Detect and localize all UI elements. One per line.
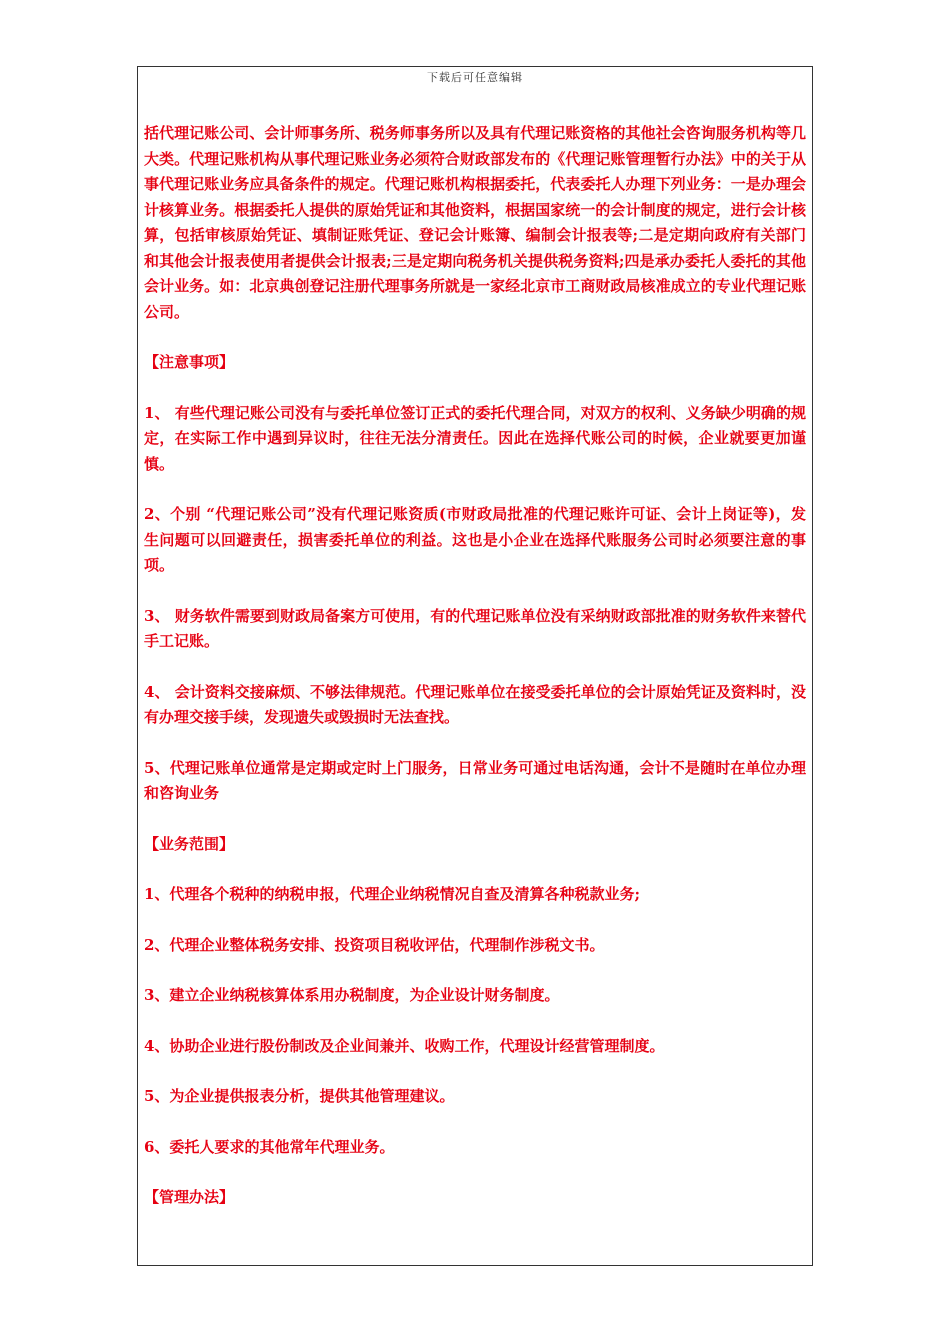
scope-item-5: 5、为企业提供报表分析，提供其他管理建议。 (144, 1087, 455, 1105)
scope-item-4: 4、协助企业进行股份制改及企业间兼并、收购工作，代理设计经营管理制度。 (144, 1036, 665, 1055)
notes-item-5: 5、代理记账单位通常是定期或定时上门服务，日常业务可通过电话沟通，会计不是随时在单位办理和咨询业务 (144, 758, 806, 802)
scope-item-2: 2、代理企业整体税务安排、投资项目税收评估，代理制作涉税文书。 (144, 935, 605, 954)
notes-title: 【注意事项】 (144, 353, 235, 371)
management-title: 【管理办法】 (144, 1188, 235, 1206)
notes-item-4: 4、 会计资料交接麻烦、不够法律规范。代理记账单位在接受委托单位的会计原始凭证及资料时，没有办理交接手续，发现遗失或毁损时无法查找。 (144, 682, 806, 726)
scope-item-1: 1、代理各个税种的纳税申报，代理企业纳税情况自查及清算各种税款业务; (144, 885, 640, 903)
notes-item-1: 1、 有些代理记账公司没有与委托单位签订正式的委托代理合同，对双方的权利、义务缺少明确的规定，在实际工作中遇到异议时，往往无法分清责任。因此在选择代账公司的时候，企业就要更加谨慎。 (144, 403, 806, 473)
notes-item-2: 2、个别 “代理记账公司”没有代理记账资质(市财政局批准的代理记账许可证、会计上岗证等)，发生问题可以回避责任，损害委托单位的利益。这也是小企业在选择代账服务公司时必须要注意的事项。 (144, 505, 806, 574)
document-body (144, 121, 806, 1211)
notes-item-3: 3、 财务软件需要到财政局备案方可使用，有的代理记账单位没有采纳财政部批准的财务软件来替代手工记账。 (144, 606, 806, 650)
scope-item-3: 3、建立企业纳税核算体系用办税制度，为企业设计财务制度。 (144, 986, 560, 1004)
scope-title: 【业务范围】 (144, 834, 235, 853)
scope-item-6: 6、委托人要求的其他常年代理业务。 (144, 1137, 395, 1156)
intro-paragraph: 括代理记账公司、会计师事务所、税务师事务所以及具有代理记账资格的其他社会咨询服务机构等几大类。代理记账机构从事代理记账业务必须符合财政部发布的《代理记账管理暂行办法》中的关于从事代理记账业务应具备条件的规定。代理记账机构根据委托，代表委托人办理下列业务：一是办理会计核算业务。根据委托人提供的原始凭证和其他资料，根据国家统一的会计制度的规定，进行会计核算，包括审核原始凭证、填制证账凭证、登记会计账簿、编制会计报表等;二是定期向政府有关部门和其他会计报表使用者提供会计报表;三是定期向税务机关提供税务资料;四是承办委托人委托的其他会计业务。如：北京典创登记注册代理事务所就是一家经北京市工商财政局核准成立的专业代理记账公司。 (144, 124, 806, 321)
header-note: 下载后可任意编辑 (427, 71, 523, 84)
page-frame (137, 66, 813, 1266)
